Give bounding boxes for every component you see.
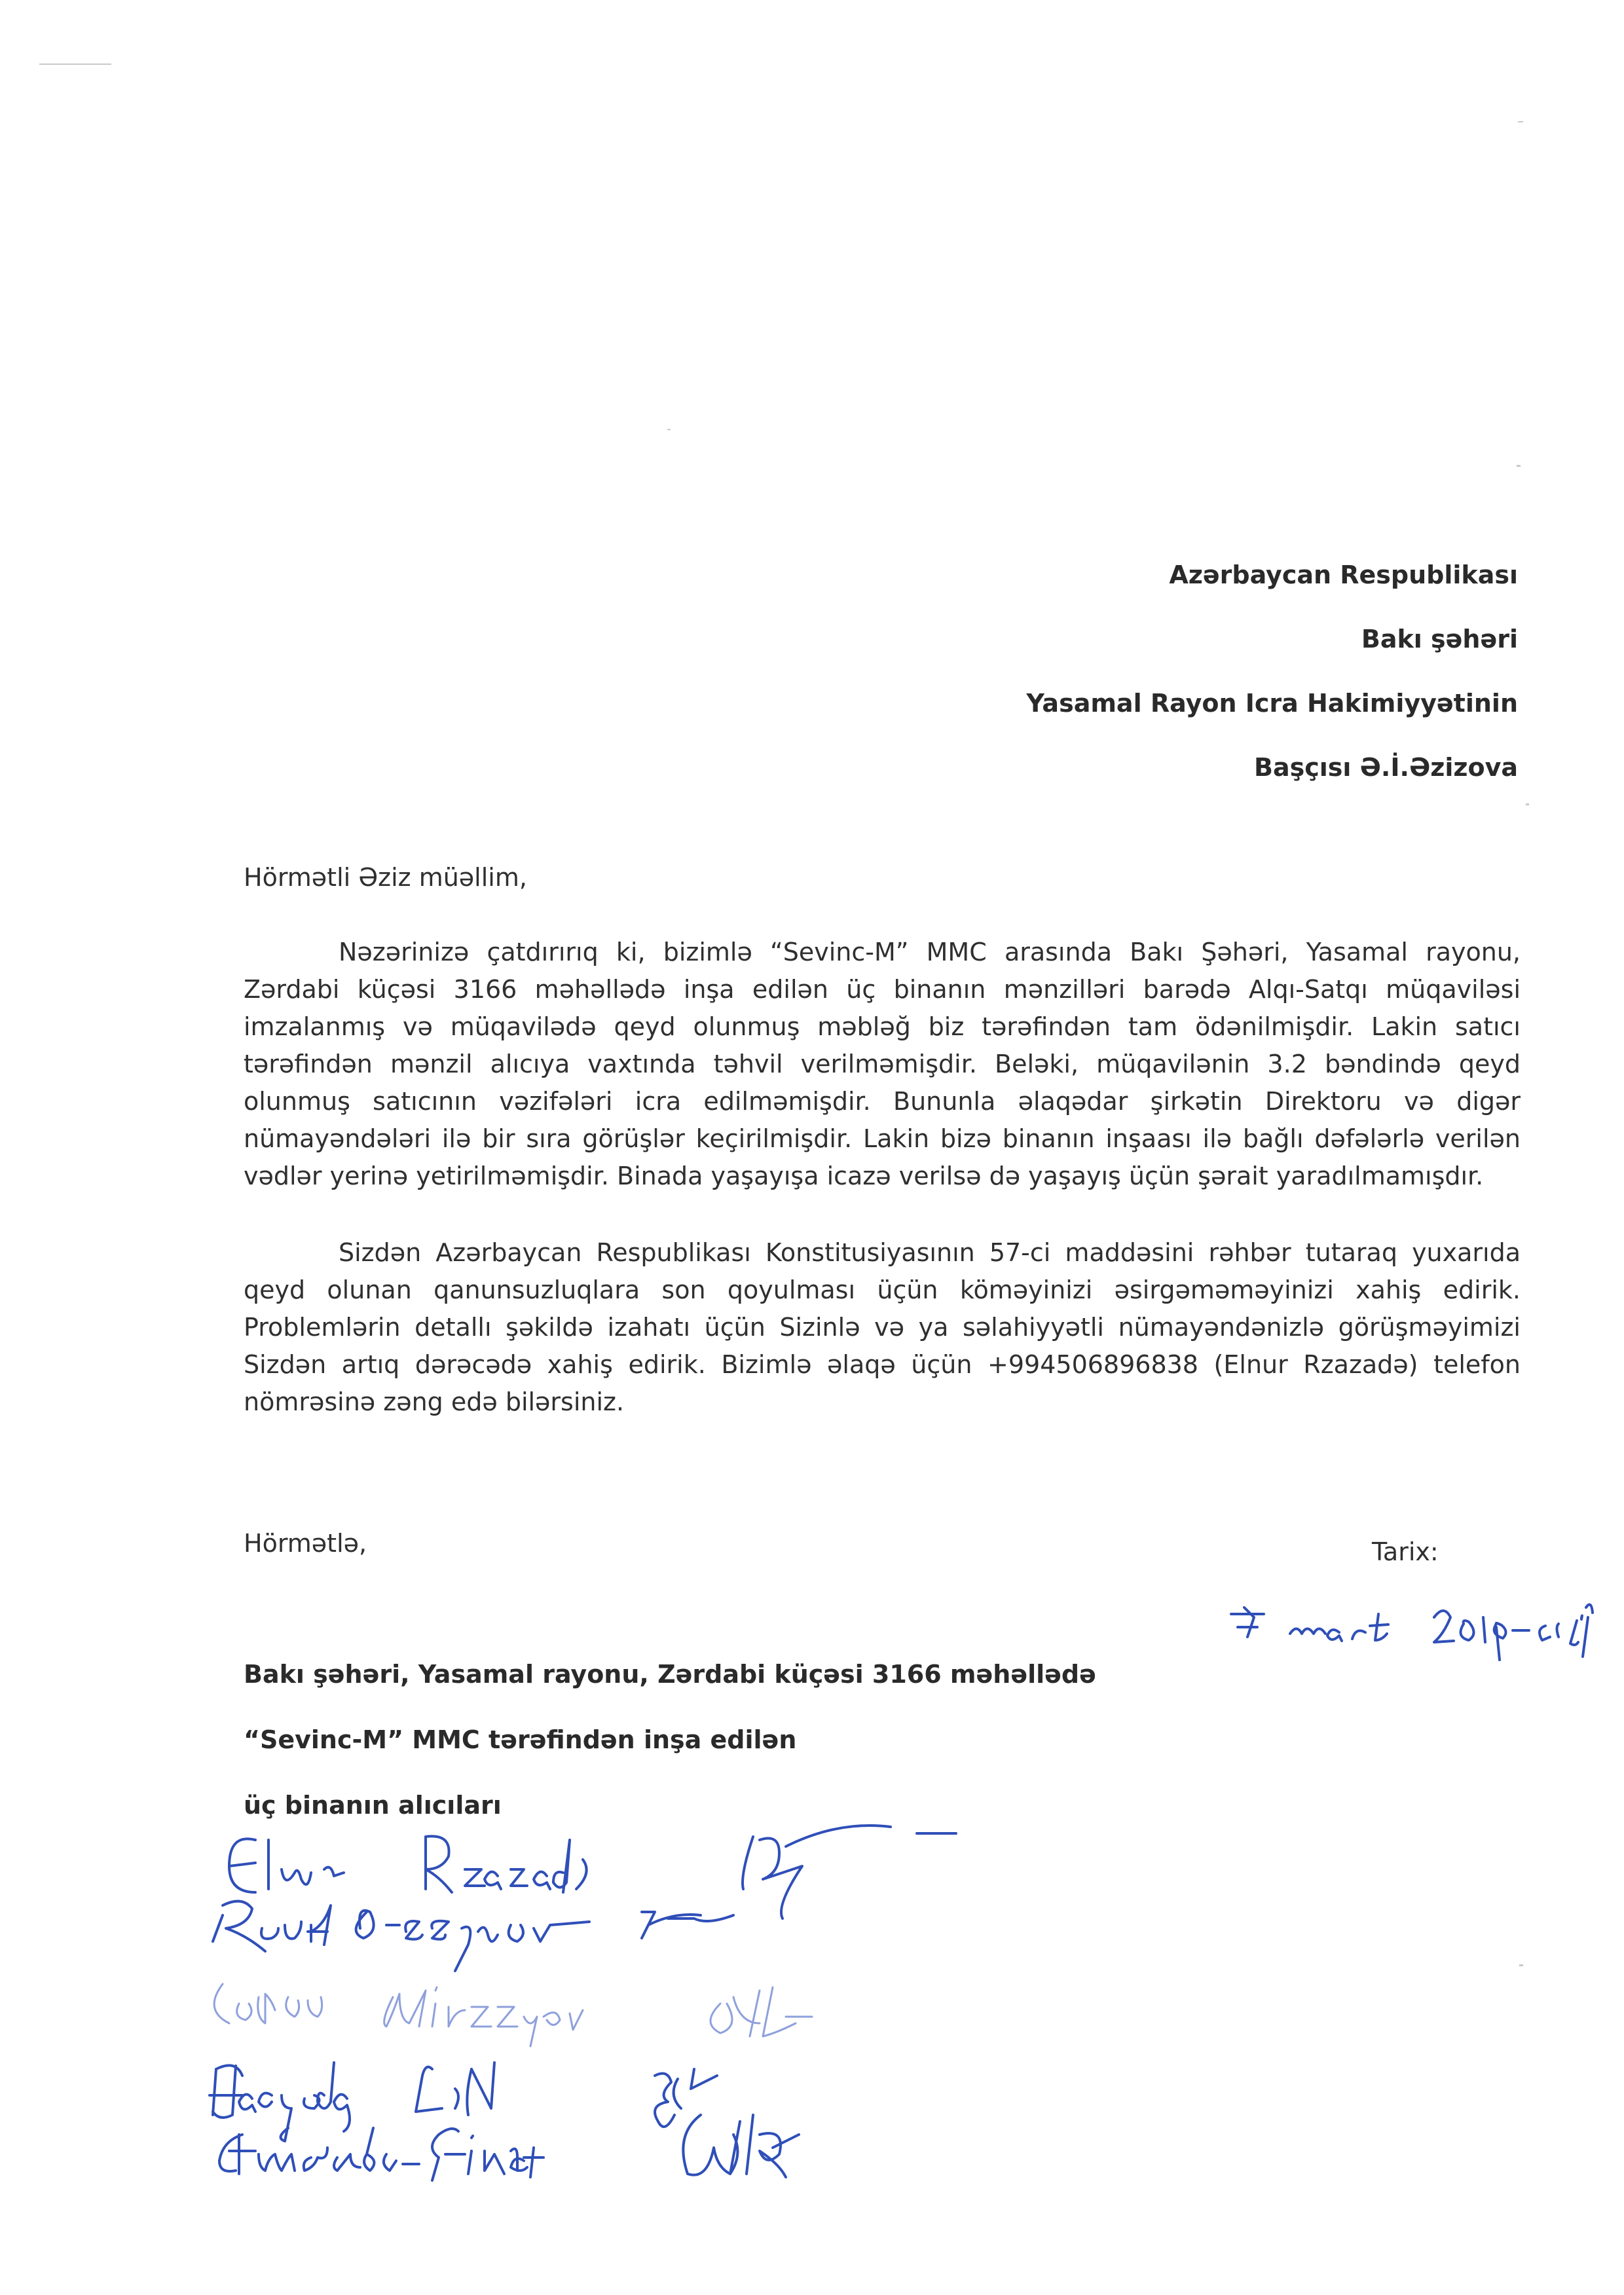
date-label: Tarix:: [1372, 1537, 1439, 1566]
buyers-line-title: üç binanın alıcıları: [244, 1791, 502, 1820]
signature-elnur-rzazade: [229, 1826, 956, 1919]
salutation: Hörmətli Əziz müəllim,: [244, 863, 527, 892]
signature-ahmedov-fikret: [219, 2115, 799, 2180]
scan-speck: [1526, 803, 1529, 805]
buyers-line-address: Bakı şəhəri, Yasamal rayonu, Zərdabi küçəsi 3166 məhəllədə: [244, 1660, 1096, 1689]
body-paragraph-2: [244, 1234, 1521, 1421]
paragraph-text: Nəzərinizə çatdırırıq ki, bizimlə “Sevinc-M” MMC arasında Bakı Şəhəri, Yasamal rayonu, Zərdabi küçəsi 3166 məhəllədə inşa edilən üç binanın mənzilləri barədə Alqı-Satqı müqaviləsi imzalanmış və müqavilədə qeyd olunmuş məbləğ biz tərəfindən tam ödənilmişdir. Lakin satıcı tərəfindən mənzil alıcıya vaxtında təhvil verilməmişdir. Beləki, müqavilənin 3.2 bəndində qeyd olunmuş satıcının vəzifələri icra edilməmişdir. Bununla əlaqədar şirkətin Direktoru və digər nümayəndələri ilə bir sıra görüşlər keçirilmişdir. Lakin bizə binanın inşaası ilə bağlı dəfələrlə verilən vədlər yerinə yetirilməmişdir. Binada yaşayışa icazə verilsə də yaşayış üçün şərait yaradılmamışdır.: [244, 938, 1521, 1190]
scan-speck: [39, 64, 111, 65]
addressee-line-country: Azərbaycan Respublikası: [1169, 560, 1518, 589]
handwritten-date: [1218, 1588, 1624, 1686]
addressee-line-office: Yasamal Rayon Icra Hakimiyyətinin: [1026, 689, 1518, 718]
closing-phrase: Hörmətlə,: [244, 1529, 367, 1558]
signature-ceyhun-mirzeyev: [214, 1984, 812, 2046]
scan-speck: [1517, 465, 1521, 467]
scan-speck: [667, 429, 671, 430]
buyers-line-company: “Sevinc-M” MMC tərəfindən inşa edilən: [244, 1725, 797, 1754]
signatures-block: [196, 1820, 1080, 2187]
addressee-block: [1026, 553, 1518, 810]
body-paragraph-1: [244, 934, 1521, 1195]
signature-haciyeva: [210, 2063, 717, 2141]
addressee-line-head: Başçısı Ə.İ.Əzizova: [1254, 753, 1518, 782]
paragraph-text: Sizdən Azərbaycan Respublikası Konstitusiyasının 57-ci maddəsini rəhbər tutaraq yuxarıda qeyd olunan qanunsuzluqlara son qoyulması üçün köməyinizi əsirgəməməyinizi xahiş edirik. Problemlərin detallı şəkildə izahatı üçün Sizinlə və ya səlahiyyətli nümayəndənizlə görüşməyimizi Sizdən artıq dərəcədə xahiş edirik. Bizimlə əlaqə üçün +994506896838 (Elnur Rzazadə) telefon nömrəsinə zəng edə bilərsiniz.: [244, 1238, 1521, 1416]
signature-rauf-hesenov: [213, 1901, 733, 1971]
scan-speck: [1519, 1964, 1523, 1966]
addressee-line-city: Bakı şəhəri: [1361, 625, 1518, 653]
scan-speck: [1518, 121, 1523, 122]
